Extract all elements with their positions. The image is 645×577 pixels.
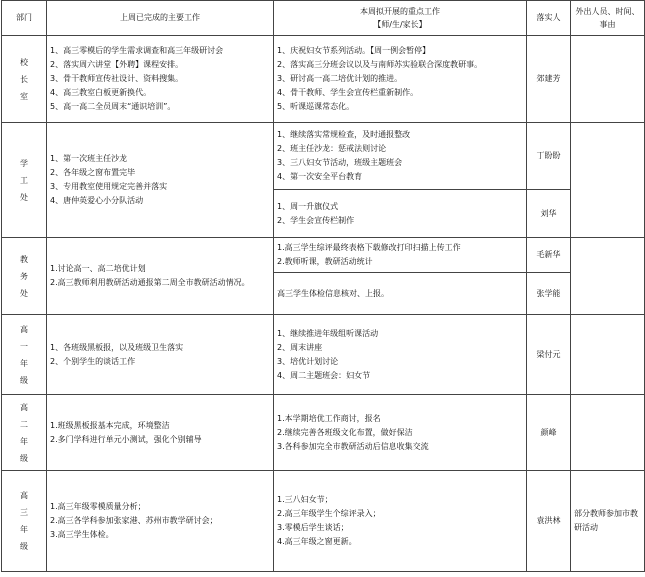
list-item: 3、研讨高一高二培优计划的推进。 bbox=[277, 74, 403, 83]
academic-last-week bbox=[47, 238, 274, 315]
list-item: 3、专用教室使用规定完善并落实 bbox=[50, 182, 168, 191]
dept-char: 务 bbox=[20, 271, 28, 281]
academic-this-week-a bbox=[274, 238, 527, 273]
dept-academic bbox=[2, 238, 47, 315]
list-item: 2.多门学科进行单元小测试，强化个别辅导 bbox=[50, 434, 202, 444]
list-item: 2、落实周六讲堂【外聘】课程安排。 bbox=[50, 60, 184, 69]
list-item: 4.高三年级之窗更新。 bbox=[277, 537, 357, 546]
header-row bbox=[2, 1, 645, 36]
dept-char: 教 bbox=[20, 254, 28, 264]
dept-char: 高 bbox=[20, 491, 28, 500]
student-affairs-this-week-a bbox=[274, 123, 527, 190]
list-item: 2.继续完善各班级文化布置，做好保洁 bbox=[277, 427, 413, 437]
list-item: 1.本学期培优工作商讨，报名 bbox=[277, 413, 381, 423]
header-out-line1: 外出人员、时间、 bbox=[575, 7, 640, 16]
list-item: 1、继续推进年级组听课活动 bbox=[277, 328, 379, 338]
list-item: 2、周末讲座 bbox=[277, 342, 323, 352]
principal-owner: 郊建芳 bbox=[527, 36, 571, 123]
list-item: 3、培优计划讨论 bbox=[277, 356, 339, 366]
dept-char: 学 bbox=[20, 158, 28, 168]
list-item: 3.零模后学生谈话； bbox=[277, 523, 349, 532]
dept-char: 年 bbox=[20, 358, 28, 368]
grade1-last-week bbox=[47, 315, 274, 395]
dept-char: 室 bbox=[20, 91, 28, 101]
header-this-week bbox=[274, 1, 527, 36]
list-item: 3.各科参加完全市教研活动后信息收集交流 bbox=[277, 441, 429, 451]
header-dept: 部门 bbox=[2, 1, 47, 36]
dept-char: 一 bbox=[20, 341, 28, 351]
grade2-out bbox=[571, 395, 645, 471]
grade1-this-week bbox=[274, 315, 527, 395]
header-this-week-line1: 本周拟开展的重点工作 bbox=[360, 7, 440, 16]
list-item: 5、听课巡课常态化。 bbox=[277, 102, 355, 111]
academic-owner-b: 张学能 bbox=[527, 273, 571, 315]
student-affairs-owner-a: 丁盼盼 bbox=[527, 123, 571, 190]
list-item: 高三学生体检信息核对、上报。 bbox=[277, 288, 389, 298]
dept-char: 级 bbox=[20, 453, 28, 463]
dept-char: 校 bbox=[20, 57, 28, 67]
list-item: 1.班级黑板报基本完成，环境整洁 bbox=[50, 420, 170, 430]
dept-char: 长 bbox=[20, 74, 28, 84]
dept-char: 级 bbox=[20, 375, 28, 385]
academic-out bbox=[571, 238, 645, 315]
grade3-this-week bbox=[274, 471, 527, 572]
list-item: 1、周一升旗仪式 bbox=[277, 201, 339, 211]
dept-char: 二 bbox=[20, 419, 28, 429]
section-grade1 bbox=[2, 315, 645, 395]
principal-last-week bbox=[47, 36, 274, 123]
list-item: 4、高三教室白板更新换代。 bbox=[50, 88, 152, 97]
dept-char: 高 bbox=[20, 324, 28, 334]
list-item: 4、骨干教师、学生会宣传栏重新制作。 bbox=[277, 88, 419, 97]
list-item: 1、高三零模后的学生需求调查和高三年级研讨会 bbox=[50, 46, 224, 55]
academic-owner-a: 毛新华 bbox=[527, 238, 571, 273]
header-out bbox=[571, 1, 645, 36]
list-item: 2、各年级之窗布置完毕 bbox=[50, 168, 136, 177]
grade3-owner: 袁洪林 bbox=[527, 471, 571, 572]
list-item: 4、第一次安全平台教育 bbox=[277, 172, 363, 181]
grade1-out bbox=[571, 315, 645, 395]
dept-student-affairs bbox=[2, 123, 47, 238]
list-item: 1、第一次班主任沙龙 bbox=[50, 154, 128, 163]
list-item: 1、继续落实常规检查，及时通报整改 bbox=[277, 130, 411, 139]
grade2-this-week bbox=[274, 395, 527, 471]
list-item: 2.教师听课，教研活动统计 bbox=[277, 257, 373, 266]
list-item: 2、班主任沙龙：惩戒法则讨论 bbox=[277, 144, 387, 153]
dept-principal bbox=[2, 36, 47, 123]
dept-char: 工 bbox=[20, 175, 28, 185]
academic-this-week-b bbox=[274, 273, 527, 315]
student-affairs-owner-b: 刘华 bbox=[527, 190, 571, 238]
list-item: 1.三八妇女节； bbox=[277, 495, 333, 504]
list-item: 4、周二主题班会：妇女节 bbox=[277, 370, 371, 380]
list-item: 3、三八妇女节活动，班级主题班会 bbox=[277, 158, 403, 167]
list-item: 1.高三学生综评最终表格下载修改打印扫描上传工作 bbox=[277, 243, 461, 252]
dept-grade1 bbox=[2, 315, 47, 395]
dept-char: 三 bbox=[20, 508, 28, 517]
list-item: 2、个别学生的谈话工作 bbox=[50, 356, 136, 366]
dept-char: 年 bbox=[20, 436, 28, 446]
list-item: 2、落实高三分班会议以及与南师苏实验联合深度教研事。 bbox=[277, 60, 483, 69]
grade3-out: 部分教师参加市教研活动 bbox=[571, 471, 645, 572]
list-item: 2.高三年级学生个综评录入； bbox=[277, 509, 381, 518]
section-grade2 bbox=[2, 395, 645, 471]
list-item: 1.高三年级零模质量分析； bbox=[50, 502, 146, 511]
header-this-week-line2: 【师/生/家长】 bbox=[373, 20, 427, 29]
list-item: 3.高三学生体检。 bbox=[50, 530, 114, 539]
section-academic-a bbox=[2, 238, 645, 273]
weekly-work-table bbox=[1, 0, 645, 572]
grade2-owner: 颜峰 bbox=[527, 395, 571, 471]
header-last-week: 上周已完成的主要工作 bbox=[47, 1, 274, 36]
section-student-affairs-a bbox=[2, 123, 645, 190]
grade2-last-week bbox=[47, 395, 274, 471]
list-item: 1、各班级黑板报，以及班级卫生落实 bbox=[50, 342, 184, 352]
list-item: 2.高三教师利用教研活动通报第二周全市教研活动情况。 bbox=[50, 278, 250, 287]
dept-char: 年 bbox=[20, 525, 28, 534]
list-item: 4、唐仲英爱心小分队活动 bbox=[50, 196, 144, 205]
dept-char: 处 bbox=[20, 288, 28, 298]
dept-char: 处 bbox=[20, 192, 28, 202]
dept-char: 级 bbox=[20, 542, 28, 551]
header-out-line2: 事由 bbox=[599, 20, 616, 29]
student-affairs-out bbox=[571, 123, 645, 238]
grade3-last-week bbox=[47, 471, 274, 572]
list-item: 2.高三各学科参加张家港、苏州市教学研讨会； bbox=[50, 516, 218, 525]
student-affairs-last-week bbox=[47, 123, 274, 238]
list-item: 5、高一高二全员周末“通识培训”。 bbox=[50, 102, 176, 111]
list-item: 1.讨论高一、高二培优计划 bbox=[50, 264, 146, 273]
list-item: 1、庆祝妇女节系列活动。【周一例会暂停】 bbox=[277, 46, 431, 55]
section-grade3 bbox=[2, 471, 645, 572]
dept-grade3 bbox=[2, 471, 47, 572]
dept-char: 高 bbox=[20, 402, 28, 412]
student-affairs-this-week-b bbox=[274, 190, 527, 238]
dept-grade2 bbox=[2, 395, 47, 471]
section-principal bbox=[2, 36, 645, 123]
list-item: 2、学生会宣传栏制作 bbox=[277, 215, 355, 225]
principal-this-week bbox=[274, 36, 527, 123]
principal-out bbox=[571, 36, 645, 123]
header-owner: 落实人 bbox=[527, 1, 571, 36]
grade1-owner: 梁付元 bbox=[527, 315, 571, 395]
list-item: 3、骨干教师宣传社设计、资料搜集。 bbox=[50, 74, 184, 83]
